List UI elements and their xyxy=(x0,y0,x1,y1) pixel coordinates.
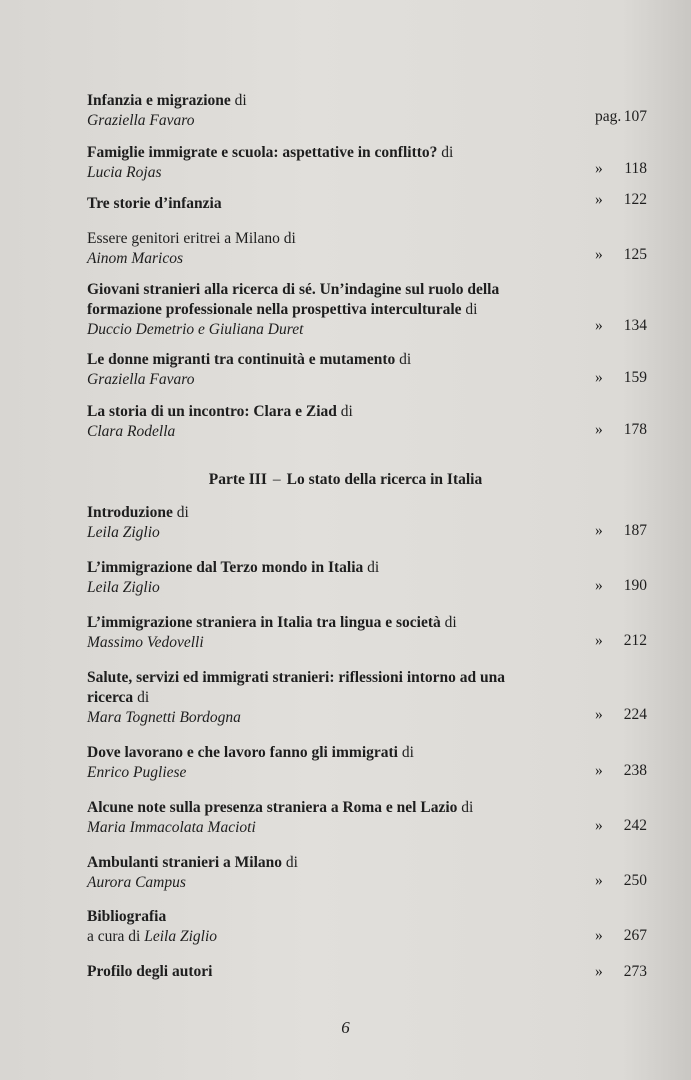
entry-page: » 224 xyxy=(595,706,647,723)
section-title: Lo stato della ricerca in Italia xyxy=(286,471,483,488)
entry-title: Bibliografia xyxy=(87,908,167,925)
toc-entry xyxy=(87,798,647,838)
entry-author: Massimo Vedovelli xyxy=(87,634,204,651)
entry-di: di xyxy=(283,230,296,247)
entry-title-line2: ricerca xyxy=(87,689,134,706)
entry-page: » 134 xyxy=(595,317,647,334)
entry-di: di xyxy=(176,504,189,521)
entry-page: » 212 xyxy=(595,632,647,649)
entry-di: di xyxy=(399,351,412,368)
entry-author: Aurora Campus xyxy=(87,874,186,891)
toc-entry xyxy=(87,503,647,543)
entry-author: Maria Immacolata Macioti xyxy=(87,819,256,836)
entry-title: Introduzione xyxy=(87,504,173,521)
entry-author: Mara Tognetti Bordogna xyxy=(87,709,241,726)
entry-di: di xyxy=(401,744,414,761)
entry-di: di xyxy=(285,854,298,871)
toc-entry xyxy=(87,907,647,947)
entry-page: » 238 xyxy=(595,762,647,779)
entry-author: Leila Ziglio xyxy=(144,928,218,945)
entry-title: Famiglie immigrate e scuola: aspettative in conflitto? xyxy=(87,144,438,161)
entry-author: Enrico Pugliese xyxy=(87,764,187,781)
toc-entry xyxy=(87,743,647,783)
section-dash: – xyxy=(272,471,281,488)
toc-entry xyxy=(87,91,647,131)
entry-page: » 187 xyxy=(595,522,647,539)
entry-di: di xyxy=(340,403,353,420)
page-number: 6 xyxy=(341,1018,350,1037)
entry-page: » 242 xyxy=(595,817,647,834)
entry-title-line1: Salute, servizi ed immigrati stranieri: riflessioni intorno ad una xyxy=(87,669,506,686)
entry-title: L’immigrazione straniera in Italia tra lingua e società xyxy=(87,614,441,631)
entry-page: » 178 xyxy=(595,421,647,438)
entry-title: Le donne migranti tra continuità e mutamento xyxy=(87,351,396,368)
entry-title: Tre storie d’infanzia xyxy=(87,195,222,212)
entry-author: Graziella Favaro xyxy=(87,371,195,388)
entry-title: Profilo degli autori xyxy=(87,963,213,980)
entry-author: Ainom Maricos xyxy=(87,250,184,267)
entry-title-line1: Giovani stranieri alla ricerca di sé. Un’indagine sul ruolo della xyxy=(87,281,500,298)
toc-entry xyxy=(87,613,647,653)
toc-entry xyxy=(87,962,647,982)
entry-page: » 118 xyxy=(595,160,647,177)
entry-title-line2: formazione professionale nella prospettiva interculturale xyxy=(87,301,462,318)
toc-entry xyxy=(87,402,647,442)
entry-author: Duccio Demetrio e Giuliana Duret xyxy=(87,321,304,338)
entry-title: L’immigrazione dal Terzo mondo in Italia xyxy=(87,559,364,576)
entry-author-prefix: a cura di xyxy=(87,928,141,945)
section-heading xyxy=(0,470,691,490)
entry-page: » 190 xyxy=(595,577,647,594)
entry-page: » 159 xyxy=(595,369,647,386)
entry-author: Leila Ziglio xyxy=(87,579,160,596)
entry-title: Essere genitori eritrei a Milano xyxy=(87,230,280,247)
toc-entry xyxy=(87,668,647,728)
toc-entry xyxy=(87,558,647,598)
entry-title: Ambulanti stranieri a Milano xyxy=(87,854,283,871)
entry-di: di xyxy=(441,144,454,161)
entry-page: » 122 xyxy=(595,191,647,208)
toc-entry xyxy=(87,853,647,893)
entry-di: di xyxy=(461,799,474,816)
entry-title: Dove lavorano e che lavoro fanno gli immigrati xyxy=(87,744,398,761)
entry-di: di xyxy=(234,92,247,109)
toc-entry xyxy=(87,350,647,390)
toc-entry xyxy=(87,229,647,269)
toc-entry xyxy=(87,191,647,214)
entry-title: Infanzia e migrazione xyxy=(87,92,231,109)
entry-di: di xyxy=(137,689,150,706)
entry-title: Alcune note sulla presenza straniera a Roma e nel Lazio xyxy=(87,799,458,816)
entry-author: Clara Rodella xyxy=(87,423,176,440)
entry-title: La storia di un incontro: Clara e Ziad xyxy=(87,403,337,420)
entry-di: di xyxy=(465,301,478,318)
toc-entry xyxy=(87,280,647,340)
entry-page: » 125 xyxy=(595,246,647,263)
entry-author: Graziella Favaro xyxy=(87,112,195,129)
entry-di: di xyxy=(367,559,380,576)
entry-page: » 273 xyxy=(595,963,647,980)
entry-di: di xyxy=(444,614,457,631)
toc-entry xyxy=(87,143,647,183)
entry-author: Leila Ziglio xyxy=(87,524,160,541)
entry-page: » 250 xyxy=(595,872,647,889)
entry-page: » 267 xyxy=(595,927,647,944)
entry-author: Lucia Rojas xyxy=(87,164,162,181)
section-part: Parte III xyxy=(208,471,267,488)
entry-page: pag. 107 xyxy=(595,108,647,125)
